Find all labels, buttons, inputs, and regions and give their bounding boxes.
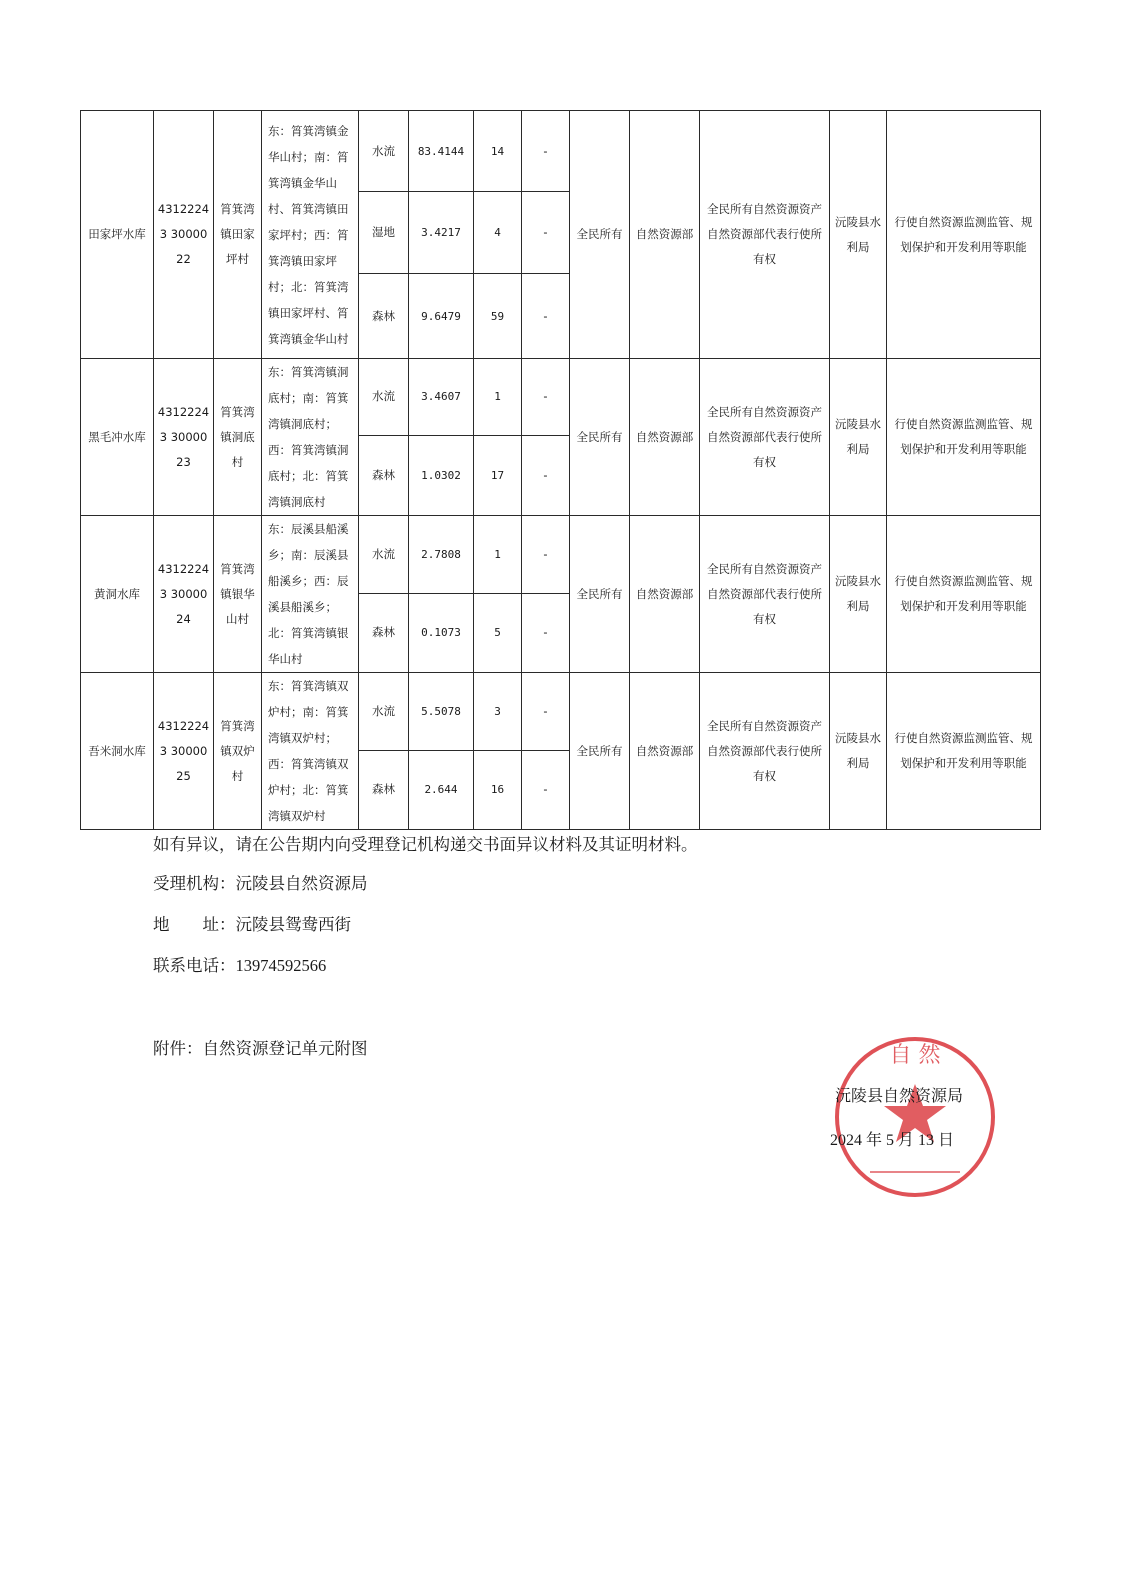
signing-org: 沅陵县自然资源局 (835, 1086, 964, 1105)
resource-type: 森林 (359, 435, 409, 515)
unit-boundary: 东：筲箕湾镇双炉村；南：筲箕湾镇双炉村；西：筲箕湾镇双炉村；北：筲箕湾镇双炉村 (262, 673, 359, 830)
table-row (81, 673, 1041, 751)
resource-dash: - (522, 274, 570, 359)
unit-code: 43122243 3000023 (154, 359, 214, 516)
ownership: 全民所有 (570, 516, 630, 673)
unit-location: 筲箕湾镇田家坪村 (214, 111, 262, 359)
table-row (81, 516, 1041, 594)
resource-area: 2.644 (409, 750, 474, 829)
resource-area: 83.4144 (409, 111, 474, 192)
table-row (81, 111, 1041, 192)
resource-type: 森林 (359, 593, 409, 672)
resource-type: 水流 (359, 359, 409, 436)
unit-boundary: 东：筲箕湾镇金华山村；南：筲箕湾镇金华山村、筲箕湾镇田家坪村；西：筲箕湾镇田家坪村；北：筲箕湾镇田家坪村、筲箕湾镇金华山村 (262, 111, 359, 359)
resource-type: 水流 (359, 111, 409, 192)
agency: 沅陵县水利局 (830, 111, 887, 359)
resource-count: 4 (474, 192, 522, 274)
address-label: 地 址： (153, 915, 236, 934)
agency-line (153, 873, 368, 895)
agency: 沅陵县水利局 (830, 359, 887, 516)
table-row (81, 359, 1041, 436)
owner-rep: 自然资源部 (630, 516, 700, 673)
unit-location: 筲箕湾镇洞底村 (214, 359, 262, 516)
unit-name: 黑毛冲水库 (81, 359, 154, 516)
phone-line (153, 955, 326, 977)
resource-dash: - (522, 359, 570, 436)
resource-count: 14 (474, 111, 522, 192)
resource-count: 1 (474, 516, 522, 594)
resource-dash: - (522, 673, 570, 751)
ownership: 全民所有 (570, 359, 630, 516)
phone-value: 13974592566 (235, 956, 327, 975)
unit-location: 筲箕湾镇双炉村 (214, 673, 262, 830)
unit-name: 田家坪水库 (81, 111, 154, 359)
resource-type: 森林 (359, 750, 409, 829)
resource-dash: - (522, 111, 570, 192)
duties: 行使自然资源监测监管、规划保护和开发利用等职能 (887, 516, 1041, 673)
resource-area: 1.0302 (409, 435, 474, 515)
resource-type: 水流 (359, 516, 409, 594)
resource-area: 2.7808 (409, 516, 474, 594)
official-seal-icon (830, 1032, 1000, 1202)
resource-dash: - (522, 593, 570, 672)
resource-area: 9.6479 (409, 274, 474, 359)
registration-table (80, 110, 1041, 830)
duties: 行使自然资源监测监管、规划保护和开发利用等职能 (887, 359, 1041, 516)
resource-count: 5 (474, 593, 522, 672)
resource-count: 59 (474, 274, 522, 359)
svg-text:自 然: 自 然 (889, 1043, 941, 1068)
duties: 行使自然资源监测监管、规划保护和开发利用等职能 (887, 111, 1041, 359)
signing-date: 2024 年 5 月 13 日 (830, 1132, 955, 1149)
ownership: 全民所有 (570, 111, 630, 359)
resource-dash: - (522, 516, 570, 594)
resource-area: 3.4607 (409, 359, 474, 436)
owner-rep: 自然资源部 (630, 111, 700, 359)
agency-value: 沅陵县自然资源局 (235, 874, 368, 893)
resource-count: 3 (474, 673, 522, 751)
resource-count: 17 (474, 435, 522, 515)
resource-area: 0.1073 (409, 593, 474, 672)
resource-area: 3.4217 (409, 192, 474, 274)
resource-area: 5.5078 (409, 673, 474, 751)
address-line (153, 914, 351, 936)
resource-type: 水流 (359, 673, 409, 751)
unit-code: 43122243 3000025 (154, 673, 214, 830)
owner-rep: 自然资源部 (630, 673, 700, 830)
unit-boundary: 东：筲箕湾镇洞底村；南：筲箕湾镇洞底村；西：筲箕湾镇洞底村；北：筲箕湾镇洞底村 (262, 359, 359, 516)
unit-boundary: 东：辰溪县船溪乡；南：辰溪县船溪乡；西：辰溪县船溪乡；北：筲箕湾镇银华山村 (262, 516, 359, 673)
resource-type: 森林 (359, 274, 409, 359)
rights-exercise: 全民所有自然资源资产自然资源部代表行使所有权 (700, 516, 830, 673)
ownership: 全民所有 (570, 673, 630, 830)
unit-name: 吾米洞水库 (81, 673, 154, 830)
phone-label: 联系电话： (153, 956, 236, 975)
owner-rep: 自然资源部 (630, 359, 700, 516)
rights-exercise: 全民所有自然资源资产自然资源部代表行使所有权 (700, 359, 830, 516)
agency: 沅陵县水利局 (830, 516, 887, 673)
rights-exercise: 全民所有自然资源资产自然资源部代表行使所有权 (700, 111, 830, 359)
resource-dash: - (522, 435, 570, 515)
objection-notice: 如有异议，请在公告期内向受理登记机构递交书面异议材料及其证明材料。 (153, 835, 698, 854)
unit-code: 43122243 3000024 (154, 516, 214, 673)
agency-label: 受理机构： (153, 874, 236, 893)
resource-type: 湿地 (359, 192, 409, 274)
unit-code: 43122243 3000022 (154, 111, 214, 359)
agency: 沅陵县水利局 (830, 673, 887, 830)
rights-exercise: 全民所有自然资源资产自然资源部代表行使所有权 (700, 673, 830, 830)
duties: 行使自然资源监测监管、规划保护和开发利用等职能 (887, 673, 1041, 830)
resource-dash: - (522, 750, 570, 829)
attachment-line: 附件：自然资源登记单元附图 (153, 1039, 368, 1058)
resource-count: 16 (474, 750, 522, 829)
unit-location: 筲箕湾镇银华山村 (214, 516, 262, 673)
unit-name: 黄洞水库 (81, 516, 154, 673)
resource-dash: - (522, 192, 570, 274)
address-value: 沅陵县鸳鸯西街 (235, 915, 351, 934)
resource-count: 1 (474, 359, 522, 436)
